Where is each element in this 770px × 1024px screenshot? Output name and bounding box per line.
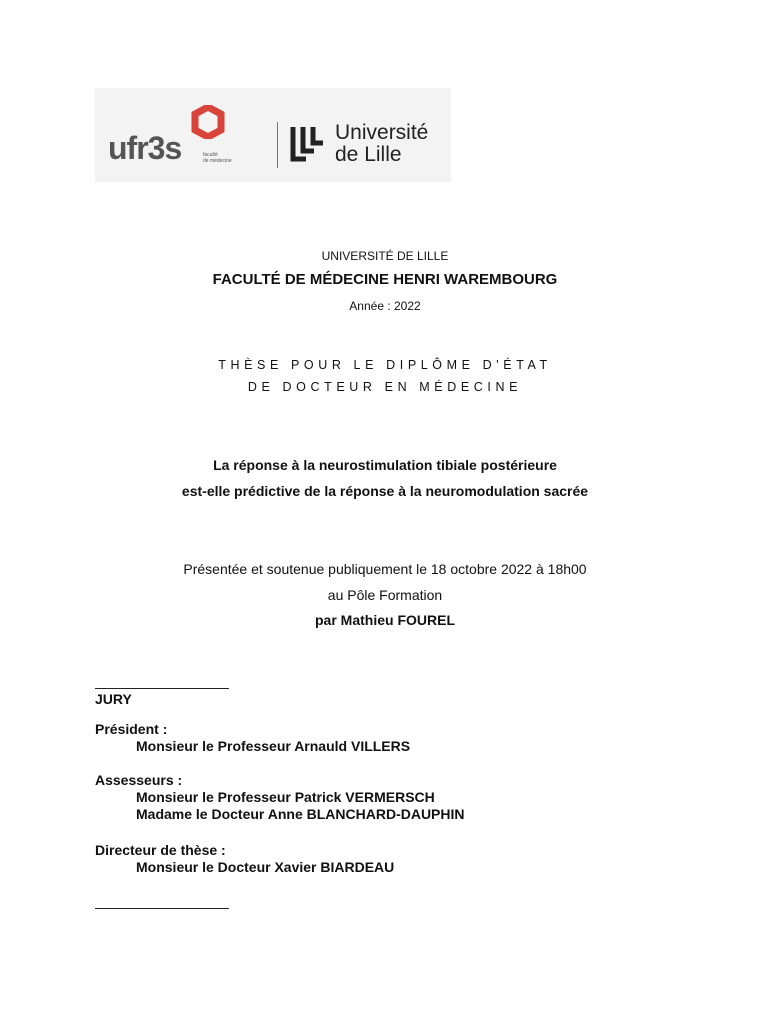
ufr3s-logo-icon <box>108 129 198 165</box>
jury-top-rule <box>95 688 229 689</box>
faculty-name: FACULTÉ DE MÉDECINE HENRI WAREMBOURG <box>212 271 558 288</box>
degree-line-1: THÈSE POUR LE DIPLÔME D'ÉTAT <box>218 358 552 372</box>
universite-lille-logo-icon <box>290 125 326 163</box>
assessor-2-name: Madame le Docteur Anne BLANCHARD-DAUPHIN <box>136 806 465 822</box>
ufr3s-logo-text: ufr3s <box>108 130 182 165</box>
director-name: Monsieur le Docteur Xavier BIARDEAU <box>136 859 395 875</box>
logo-divider <box>277 122 278 168</box>
president-name: Monsieur le Professeur Arnauld VILLERS <box>136 738 411 754</box>
jury-bottom-rule <box>95 908 229 909</box>
assessor-1-name: Monsieur le Professeur Patrick VERMERSCH <box>136 789 435 805</box>
academic-year: Année : 2022 <box>349 299 421 313</box>
presentation-place: au Pôle Formation <box>327 587 443 603</box>
assessors-label: Assesseurs : <box>95 772 183 788</box>
presentation-date: Présentée et soutenue publiquement le 18 octobre 2022 à 18h00 <box>183 561 587 577</box>
jury-heading: JURY <box>95 691 132 707</box>
degree-line-2: DE DOCTEUR EN MÉDECINE <box>247 380 523 394</box>
thesis-author: par Mathieu FOUREL <box>314 612 455 628</box>
universite-lille-line1: Université <box>335 121 429 144</box>
universite-lille-name <box>335 122 428 166</box>
thesis-title-line-2: est-elle prédictive de la réponse à la neuromodulation sacrée <box>181 483 589 499</box>
president-label: Président : <box>95 721 168 737</box>
director-label: Directeur de thèse : <box>95 842 226 858</box>
thesis-title-line-1: La réponse à la neurostimulation tibiale postérieure <box>213 457 557 473</box>
university-name: UNIVERSITÉ DE LILLE <box>321 249 449 263</box>
ufr3s-subtitle-line2: de médecine <box>203 158 232 164</box>
logo-band <box>95 88 451 182</box>
ufr3s-subtitle-line1: faculté <box>203 152 218 158</box>
universite-lille-line2: de Lille <box>335 143 402 166</box>
ufr3s-subtitle <box>203 152 232 164</box>
